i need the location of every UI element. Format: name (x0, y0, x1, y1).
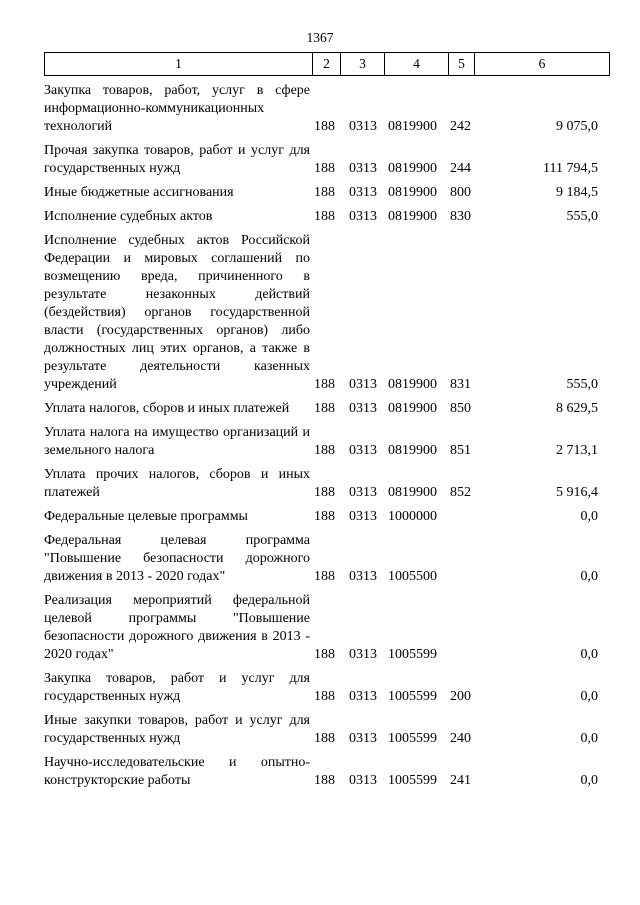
table-header (44, 52, 610, 76)
target-code: 0819900 (388, 443, 437, 458)
target-code: 1005500 (388, 569, 437, 584)
amount: 0,0 (580, 689, 598, 704)
target-code: 1005599 (388, 731, 437, 746)
admin-code: 188 (314, 443, 335, 458)
amount: 0,0 (580, 569, 598, 584)
row-description: Научно-исследовательские и опытно-конструкторские работы (44, 755, 310, 788)
table-row (44, 82, 610, 136)
table-row (44, 712, 610, 748)
target-code: 0819900 (388, 185, 437, 200)
target-code: 1000000 (388, 509, 437, 524)
header-col-6: 6 (538, 56, 546, 71)
section-code: 0313 (349, 161, 377, 176)
table-row (44, 754, 610, 790)
section-code: 0313 (349, 731, 377, 746)
admin-code: 188 (314, 401, 335, 416)
table-row (44, 466, 610, 502)
table-row (44, 232, 610, 394)
table-row (44, 208, 610, 226)
expense-type-code (450, 568, 480, 586)
header-col-3: 3 (341, 53, 385, 75)
amount: 0,0 (580, 647, 598, 662)
row-description: Уплата налога на имущество организаций и земельного налога (44, 425, 310, 458)
amount: 555,0 (566, 209, 598, 224)
expense-type-code: 852 (450, 485, 471, 500)
amount: 9 075,0 (556, 119, 598, 134)
row-codes (314, 184, 610, 202)
section-code: 0313 (349, 443, 377, 458)
row-codes (314, 208, 610, 226)
row-description: Федеральные целевые программы (44, 509, 248, 524)
row-codes (314, 688, 610, 706)
row-description: Федеральная целевая программа "Повышение безопасности дорожного движения в 2013 - 2020 годах" (44, 533, 310, 584)
row-codes (314, 646, 610, 664)
row-codes (314, 730, 610, 748)
admin-code: 188 (314, 209, 335, 224)
amount: 0,0 (580, 773, 598, 788)
section-code: 0313 (349, 689, 377, 704)
admin-code: 188 (314, 185, 335, 200)
amount: 9 184,5 (556, 185, 598, 200)
table-body (44, 82, 610, 796)
expense-type-code: 200 (450, 689, 471, 704)
section-code: 0313 (349, 377, 377, 392)
admin-code: 188 (314, 485, 335, 500)
admin-code: 188 (314, 731, 335, 746)
table-row (44, 400, 610, 418)
table-row (44, 532, 610, 586)
amount: 111 794,5 (543, 161, 598, 176)
table-row (44, 670, 610, 706)
admin-code: 188 (314, 119, 335, 134)
target-code: 1005599 (388, 773, 437, 788)
table-row (44, 508, 610, 526)
expense-type-code: 242 (450, 119, 471, 134)
row-description: Реализация мероприятий федеральной целевой программы "Повышение безопасности дорожного движения в 2013 - 2020 годах" (44, 593, 310, 662)
row-description: Исполнение судебных актов (44, 209, 213, 224)
admin-code: 188 (314, 647, 335, 662)
row-description: Исполнение судебных актов Российской Федерации и мировых соглашений по возмещению вреда, причиненного в результате незаконных действий (бездействия) органов государственной власти (государственных органов) либо должностных лиц этих органов, а также в результате деятельности казенных учреждений (44, 233, 310, 392)
amount: 0,0 (580, 731, 598, 746)
section-code: 0313 (349, 569, 377, 584)
expense-type-code (450, 508, 480, 526)
amount: 0,0 (580, 509, 598, 524)
expense-type-code (450, 646, 480, 664)
expense-type-code: 240 (450, 731, 471, 746)
section-code: 0313 (349, 185, 377, 200)
row-codes (314, 568, 610, 586)
expense-type-code: 241 (450, 773, 471, 788)
target-code: 0819900 (388, 485, 437, 500)
header-col-4: 4 (385, 53, 449, 75)
header-col-1: 1 (45, 53, 313, 75)
expense-type-code: 830 (450, 209, 471, 224)
admin-code: 188 (314, 509, 335, 524)
target-code: 1005599 (388, 647, 437, 662)
expense-type-code: 244 (450, 161, 471, 176)
section-code: 0313 (349, 509, 377, 524)
admin-code: 188 (314, 377, 335, 392)
row-codes (314, 118, 610, 136)
admin-code: 188 (314, 689, 335, 704)
section-code: 0313 (349, 485, 377, 500)
amount: 2 713,1 (556, 443, 598, 458)
section-code: 0313 (349, 401, 377, 416)
row-codes (314, 484, 610, 502)
section-code: 0313 (349, 647, 377, 662)
row-description: Закупка товаров, работ и услуг для государственных нужд (44, 671, 310, 704)
expense-type-code: 831 (450, 377, 471, 392)
amount: 555,0 (566, 377, 598, 392)
target-code: 1005599 (388, 689, 437, 704)
admin-code: 188 (314, 161, 335, 176)
table-row (44, 424, 610, 460)
target-code: 0819900 (388, 209, 437, 224)
target-code: 0819900 (388, 377, 437, 392)
header-col-5: 5 (449, 53, 475, 75)
expense-type-code: 800 (450, 185, 471, 200)
row-codes (314, 508, 610, 526)
amount: 8 629,5 (556, 401, 598, 416)
target-code: 0819900 (388, 401, 437, 416)
table-row (44, 592, 610, 664)
row-description: Уплата прочих налогов, сборов и иных платежей (44, 467, 310, 500)
row-description: Уплата налогов, сборов и иных платежей (44, 401, 290, 416)
row-description: Прочая закупка товаров, работ и услуг для государственных нужд (44, 143, 310, 176)
target-code: 0819900 (388, 119, 437, 134)
row-description: Закупка товаров, работ, услуг в сфере информационно-коммуникационных технологий (44, 83, 310, 134)
section-code: 0313 (349, 773, 377, 788)
row-description: Иные закупки товаров, работ и услуг для государственных нужд (44, 713, 310, 746)
admin-code: 188 (314, 773, 335, 788)
page-number: 1367 (306, 30, 334, 45)
row-codes (314, 400, 610, 418)
row-codes (314, 442, 610, 460)
amount: 5 916,4 (556, 485, 598, 500)
target-code: 0819900 (388, 161, 437, 176)
section-code: 0313 (349, 119, 377, 134)
row-codes (314, 376, 610, 394)
admin-code: 188 (314, 569, 335, 584)
row-codes (314, 772, 610, 790)
header-col-2: 2 (313, 53, 341, 75)
section-code: 0313 (349, 209, 377, 224)
expense-type-code: 850 (450, 401, 471, 416)
expense-type-code: 851 (450, 443, 471, 458)
row-description: Иные бюджетные ассигнования (44, 185, 234, 200)
table-row (44, 184, 610, 202)
row-codes (314, 160, 610, 178)
table-row (44, 142, 610, 178)
